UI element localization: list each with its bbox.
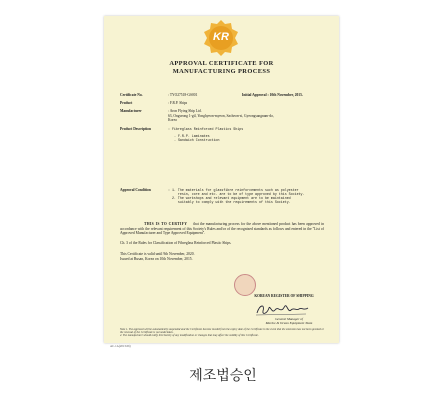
condition-line: 2. The workshops and relevant equipment are to be maintained	[168, 196, 291, 200]
certify-text: that the manufacturing process for the above mentioned product has been approved in accordance with the relevant requirement of this Society's Rules and/or of the recognized standards as follows and entered in the "List of Approved Manufacturer and Type Approved Equipment".	[120, 222, 324, 235]
condition-line: suitably to comply with the requirements of this Society.	[168, 200, 291, 204]
description-item: - F.R.P. Laminates	[174, 134, 210, 138]
rules-reference: Ch. 3 of the Rules for Classification of Fibreglass Reinforced Plastic Ships.	[120, 241, 232, 245]
official-seal	[234, 274, 256, 296]
signature	[254, 302, 314, 318]
manufacturer-address-line1: 63, Ongseong 1-gil, Yonghyeon-myeon, Sacheon-si, Gyeongsangnam-do,	[168, 114, 274, 118]
certificate-title-line2: MANUFACTURING PROCESS	[172, 68, 271, 75]
manufacturer-name: : Aron Flying Ship Ltd.	[168, 109, 202, 113]
registry-name: KOREAN REGISTER OF SHIPPING	[254, 294, 314, 298]
signer-title: General Manager of	[275, 317, 303, 321]
product-description-label: Product Description	[120, 127, 151, 131]
condition-line: : 1. The materials for glassfibre reinforcements such as polyester	[168, 188, 299, 192]
form-code: AC-1A(2013.06)	[110, 344, 131, 348]
approval-condition-label: Approval Condition	[120, 188, 151, 192]
condition-line: resin, core and etc. are to be of type approved by this Society.	[168, 192, 305, 196]
certify-heading: THIS IS TO CERTIFY	[144, 222, 188, 226]
product-description: : Fibreglass Reinforced Plastics Ships	[168, 127, 244, 131]
page-caption: 제조법승인	[189, 368, 257, 384]
manufacturer-address-line2: Korea	[168, 118, 177, 122]
kr-badge-icon	[202, 19, 240, 57]
note-1: Note 1. The approval will be automatically suspended and the Certificate become invalid from the expiry date of the Certificate in the event that the extension has not been granted or the renewal of the Certificate is not undertaken.	[120, 328, 325, 335]
certificate-no: : TYO27518-GS001	[168, 93, 198, 97]
manufacturer-row	[120, 109, 325, 123]
initial-approval: Initial Approval : 10th November, 2015.	[242, 93, 303, 97]
manufacturer-label: Manufacturer	[120, 109, 142, 113]
form-code-wrapper	[104, 344, 339, 348]
issued-at: Issued at Busan, Korea on 10th November, 2015.	[120, 257, 193, 261]
approval-condition-row	[120, 188, 325, 208]
badge-text: KR	[213, 31, 229, 43]
product-description-row	[120, 127, 325, 141]
certificate-no-label: Certificate No.	[120, 93, 143, 97]
product-value: : F.R.P. Ships	[168, 101, 188, 105]
signer-team: Marine & Ocean Equipment Team	[265, 321, 313, 325]
note-2: 2. The manufacturer should notify this Society of any modification or changes that may affect the validity of this Certificate.	[120, 334, 259, 337]
certify-paragraph	[120, 222, 324, 236]
product-label: Product	[120, 101, 133, 105]
valid-until: This Certificate is valid until 9th November, 2020.	[120, 252, 195, 256]
description-item: - Sandwich Construction	[174, 138, 220, 142]
approval-certificate	[104, 16, 339, 343]
certificate-title-line1: APPROVAL CERTIFICATE FOR	[169, 60, 274, 67]
